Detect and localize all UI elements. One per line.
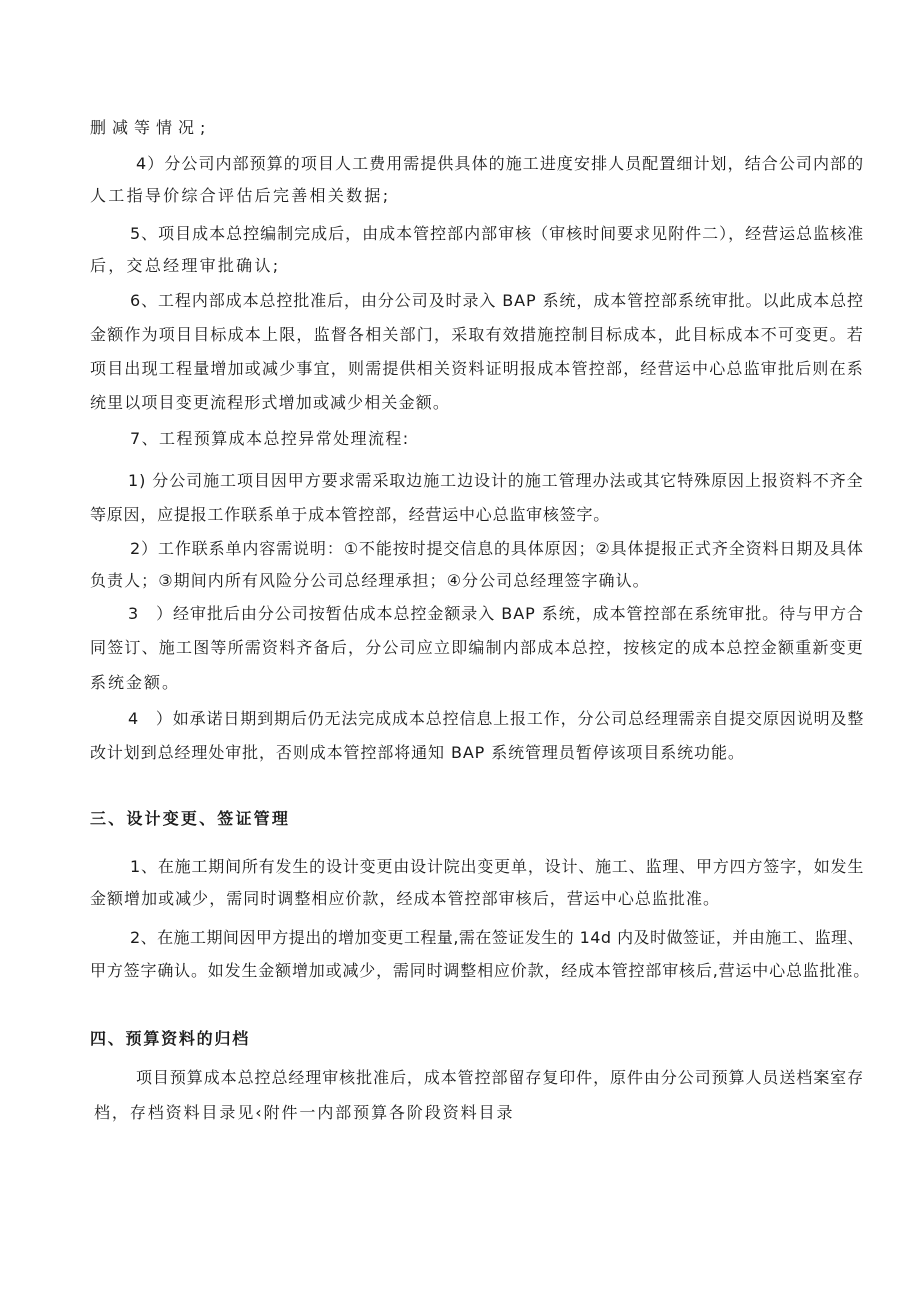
- text-line: 2）工作联系单内容需说明：①不能按时提交信息的具体原因；②具体提报正式齐全资料日期及具体: [130, 539, 864, 558]
- text-line: 人工指导价综合评估后完善相关数据;: [90, 186, 391, 205]
- text-line: 后，交总经理审批确认;: [90, 256, 281, 275]
- text-line: 改计划到总经理处审批，否则成本管控部将通知 BAP 系统管理员暂停该项目系统功能。: [90, 743, 745, 762]
- text-line: 6、工程内部成本总控批准后，由分公司及时录入 BAP 系统，成本管控部系统审批。以此成本总控: [130, 291, 864, 310]
- section-heading: 三、设计变更、签证管理: [90, 809, 291, 828]
- text-line: 甲方签字确认。如发生金额增加或减少，需同时调整相应价款，经成本管控部审核后,营运中心总监批准。: [90, 961, 871, 980]
- text-line: 4）分公司内部预算的项目人工费用需提供具体的施工进度安排人员配置细计划，结合公司内部的: [136, 154, 865, 173]
- text-line: 3 ）经审批后由分公司按暂估成本总控金额录入 BAP 系统，成本管控部在系统审批。待与甲方合: [128, 604, 864, 623]
- text-line: 统里以项目变更流程形式增加或减少相关金额。: [90, 393, 451, 412]
- text-line: 金额增加或减少，需同时调整相应价款，经成本管控部审核后，营运中心总监批准。: [90, 889, 721, 908]
- text-line: 档，存档资料目录见‹附件一内部预算各阶段资料目录: [94, 1103, 515, 1122]
- text-line: 7、工程预算成本总控异常处理流程:: [130, 429, 410, 448]
- text-line: 1、在施工期间所有发生的设计变更由设计院出变更单，设计、施工、监理、甲方四方签字，如发生: [130, 857, 865, 876]
- text-line: 删减等情况;: [90, 118, 212, 137]
- text-line: 系统金额。: [90, 673, 181, 692]
- text-line: 负责人；③期间内所有风险分公司总经理承担；④分公司总经理签字确认。: [90, 571, 650, 590]
- text-line: 等原因，应提报工作联系单于成本管控部，经营运中心总监审核签字。: [90, 505, 611, 524]
- text-line: 同签订、施工图等所需资料齐备后，分公司应立即编制内部成本总控，按核定的成本总控金额重新变更: [90, 638, 865, 657]
- text-line: 1) 分公司施工项目因甲方要求需采取边施工边设计的施工管理办法或其它特殊原因上报资料不齐全: [128, 471, 864, 490]
- text-line: 项目预算成本总控总经理审核批准后，成本管控部留存复印件，原件由分公司预算人员送档案室存: [136, 1068, 865, 1087]
- text-line: 2、在施工期间因甲方提出的增加变更工程量,需在签证发生的 14d 内及时做签证，并由施工、监理、: [130, 928, 864, 947]
- text-line: 金额作为项目目标成本上限，监督各相关部门，采取有效措施控制目标成本，此目标成本不可变更。若: [90, 325, 865, 344]
- text-line: 5、项目成本总控编制完成后，由成本管控部内部审核（审核时间要求见附件二），经营运总监核准: [130, 224, 865, 243]
- text-line: 项目出现工程量增加或减少事宜，则需提供相关资料证明报成本管控部，经营运中心总监审批后则在系: [90, 359, 865, 378]
- section-heading: 四、预算资料的归档: [90, 1029, 251, 1048]
- text-line: 4 ）如承诺日期到期后仍无法完成成本总控信息上报工作，分公司总经理需亲自提交原因说明及整: [128, 709, 865, 728]
